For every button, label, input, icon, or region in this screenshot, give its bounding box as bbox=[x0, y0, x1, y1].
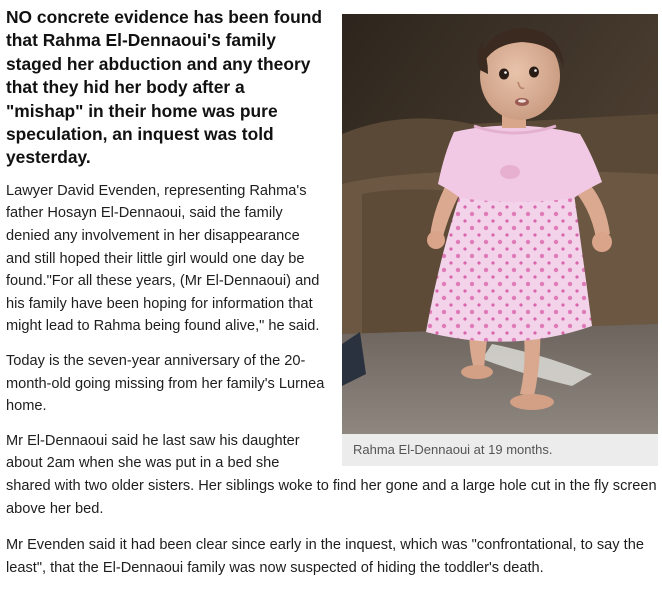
article-paragraph-1: Lawyer David Evenden, representing Rahma's father Hosayn El-Dennaoui, said the family denied any involvement in her disappearance and still hoped their little girl would one day be found."For all these years, (Mr El-Dennaoui) and his family have been hoping for information that might lead to Rahma being found alive," he said. bbox=[6, 182, 320, 335]
photo-figure bbox=[342, 14, 658, 466]
article-paragraph-4: Mr Evenden said it had been clear since early in the inquest, which was "confrontational, to say the least", that the El-Dennaoui family was now suspected of hiding the toddler's death. bbox=[6, 537, 644, 576]
article bbox=[6, 0, 658, 591]
toddler-photo bbox=[342, 14, 658, 434]
article-paragraph-2: Today is the seven-year anniversary of the 20-month-old going missing from her family's Lurnea home. bbox=[6, 353, 325, 415]
photo-caption: Rahma El-Dennaoui at 19 months. bbox=[342, 434, 658, 466]
toddler-photo-illustration bbox=[342, 14, 658, 434]
article-paragraph-3: Mr El-Dennaoui said he last saw his daughter about 2am when she was put in a bed she shared with two older sisters. Her siblings woke to find her gone and a large hole cut in the fly screen above her bed. bbox=[6, 432, 657, 517]
article-lead: NO concrete evidence has been found that Rahma El-Dennaoui's family staged her abduction and any theory that they hid her body after a "mishap" in their home was pure speculation, an inquest was told yesterday. bbox=[6, 7, 323, 168]
